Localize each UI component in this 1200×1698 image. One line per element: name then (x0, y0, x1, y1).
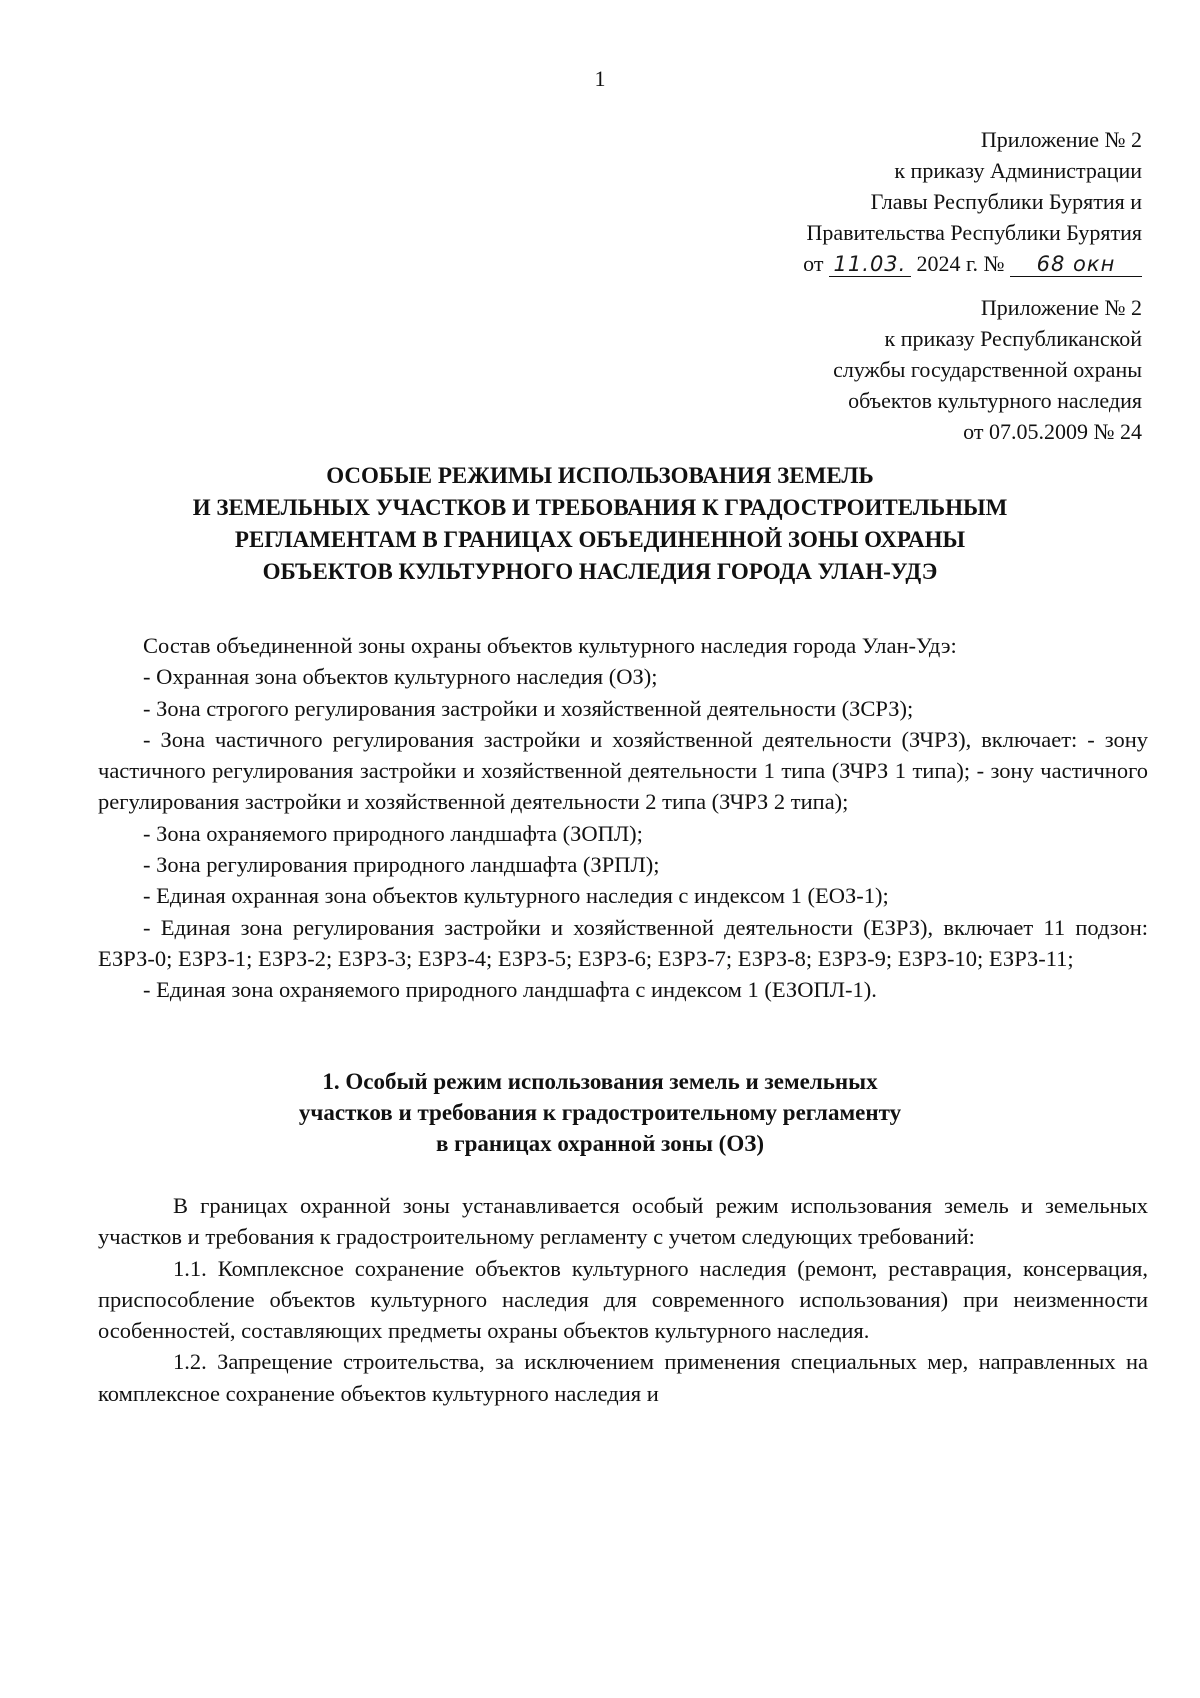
appendix-line: к приказу Администрации (894, 158, 1142, 183)
title-line: РЕГЛАМЕНТАМ В ГРАНИЦАХ ОБЪЕДИНЕННОЙ ЗОНЫ ОХРАНЫ (234, 527, 966, 552)
section-heading (60, 1066, 1140, 1159)
appendix-line: Приложение № 2 (980, 127, 1142, 152)
section-paragraph: В границах охранной зоны устанавливается особый режим использования земель и земельных участков и требования к градостроительному регламенту с учетом следующих требований: (98, 1193, 1148, 1250)
handwritten-number: 68 окн (1010, 252, 1142, 277)
section-paragraph: 1.2. Запрещение строительства, за исключением применения специальных мер, направленных на комплексное сохранение объектов культурного наследия и (98, 1349, 1148, 1406)
appendix-line: к приказу Республиканской (884, 326, 1142, 351)
section-paragraph: 1.1. Комплексное сохранение объектов культурного наследия (ремонт, реставрация, консервация, приспособление объектов культурного наследия для современного использования) при неизменности особенностей, составляющих предметы охраны объектов культурного наследия. (98, 1255, 1148, 1344)
appendix-line: службы государственной охраны (833, 357, 1142, 382)
appendix-header-previous (542, 292, 1142, 447)
section-heading-line: в границах охранной зоны (ОЗ) (435, 1131, 765, 1156)
appendix-line: Приложение № 2 (980, 295, 1142, 320)
title-line: ОСОБЫЕ РЕЖИМЫ ИСПОЛЬЗОВАНИЯ ЗЕМЕЛЬ (326, 463, 874, 488)
composition-item: - Зона частичного регулирования застройки и хозяйственной деятельности (ЗЧРЗ), включает: - зону частичного регулирования застройки и хозяйственной деятельности 1 типа (ЗЧРЗ 1 типа); - зону частичного регулирования застройки и хозяйственной деятельности 2 типа (ЗЧРЗ 2 типа); (98, 726, 1148, 815)
handwritten-date: 11.03. (829, 252, 911, 277)
composition-item: - Единая зона охраняемого природного ландшафта с индексом 1 (ЕЗОПЛ-1). (143, 977, 877, 1003)
composition-item: - Зона охраняемого природного ландшафта (ЗОПЛ); (143, 820, 643, 846)
document-title (60, 460, 1140, 588)
page-number: 1 (594, 66, 606, 91)
appendix-line: Главы Республики Бурятия и (870, 189, 1142, 214)
section-heading-line: участков и требования к градостроительному регламенту (298, 1100, 902, 1125)
section-body (98, 1190, 1148, 1409)
composition-item: - Зона регулирования природного ландшафта (ЗРПЛ); (143, 852, 660, 878)
composition-intro: Состав объединенной зоны охраны объектов культурного наследия города Улан-Удэ: (143, 633, 957, 658)
appendix-line: Правительства Республики Бурятия (806, 220, 1142, 245)
year-label: 2024 г. № (916, 251, 1005, 276)
title-line: ОБЪЕКТОВ КУЛЬТУРНОГО НАСЛЕДИЯ ГОРОДА УЛАН-УДЭ (262, 559, 938, 584)
appendix-date-line (542, 248, 1142, 279)
composition-section (98, 630, 1148, 1006)
composition-item: - Зона строгого регулирования застройки и хозяйственной деятельности (ЗСРЗ); (143, 695, 914, 721)
appendix-line: объектов культурного наследия (848, 388, 1142, 413)
title-line: И ЗЕМЕЛЬНЫХ УЧАСТКОВ И ТРЕБОВАНИЯ К ГРАДОСТРОИТЕЛЬНЫМ (192, 495, 1008, 520)
appendix-line: от 07.05.2009 № 24 (963, 419, 1142, 444)
section-heading-line: 1. Особый режим использования земель и земельных (322, 1069, 878, 1094)
composition-item: - Охранная зона объектов культурного наследия (ОЗ); (143, 664, 658, 690)
date-prefix: от (803, 251, 824, 276)
composition-item: - Единая охранная зона объектов культурного наследия с индексом 1 (ЕОЗ-1); (143, 883, 889, 909)
appendix-header-current (542, 124, 1142, 279)
composition-item: - Единая зона регулирования застройки и хозяйственной деятельности (ЕЗРЗ), включает 11 подзон: ЕЗРЗ-0; ЕЗРЗ-1; ЕЗРЗ-2; ЕЗРЗ-3; ЕЗРЗ-4; ЕЗРЗ-5; ЕЗРЗ-6; ЕЗРЗ-7; ЕЗРЗ-8; ЕЗРЗ-9; ЕЗРЗ-10; ЕЗРЗ-11; (98, 914, 1148, 971)
